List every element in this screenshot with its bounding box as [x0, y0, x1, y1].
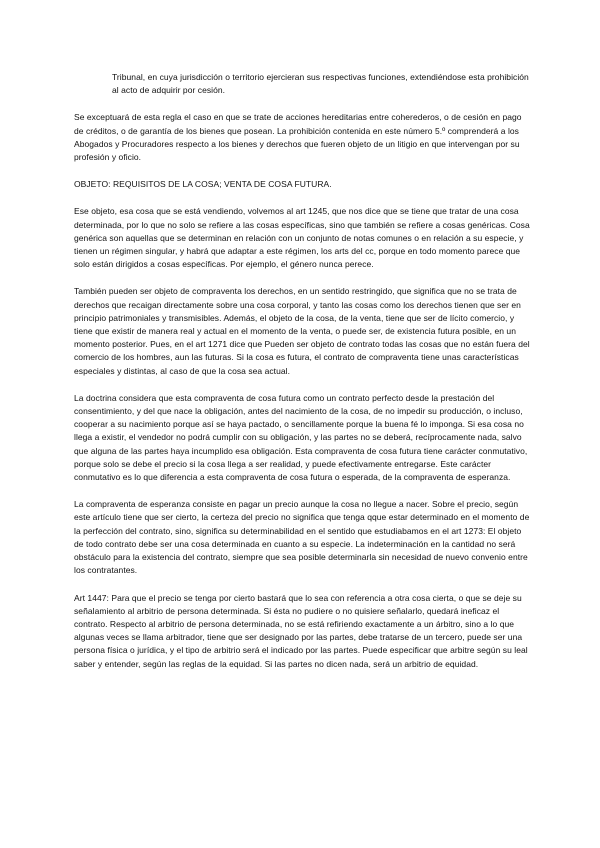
paragraph-esperanza: La compraventa de esperanza consiste en pagar un precio aunque la cosa no llegue a nacer. Sobre el precio, según este artículo tiene que ser cierto, la certeza del precio no significa que tenga qque estar determinado en el momento de la perfección del contrato, sino, significa su determinabilidad en el sentido que estudiabamos en el art 1273: El objeto de todo contrato debe ser una cosa determinada en cuanto a su especie. La indeterminación en la cantidad no será obstáculo para la existencia del contrato, siempre que sea posible determinarla sin necesidad de nuevo convenio entre los contratantes. — [74, 499, 530, 576]
paragraph-objeto: Ese objeto, esa cosa que se está vendiendo, volvemos al art 1245, que nos dice que se tiene que tratar de una cosa determinada, por lo que no solo se refiere a las cosas específicas, sino que también se refiere a cosas genéricas. Cosa genérica son aquellas que se determinan en relación con un conjunto de notas comunes o en relación a su especie, y tienen un régimen singular, y habrá que adaptar a este régimen, los arts del cc, porque en todo momento parece que solo están dirigidos a cosas específicas. Por ejemplo, el género nunca perece. — [74, 206, 530, 270]
paragraph-continuation: Tribunal, en cuya jurisdicción o territorio ejercieran sus respectivas funciones, extendiéndose esta prohibición al acto de adquirir por cesión. — [112, 72, 529, 96]
document-body — [74, 71, 530, 685]
paragraph-derechos: También pueden ser objeto de compraventa los derechos, en un sentido restringido, que significa que no se trata de derechos que recaigan directamente sobre una cosa corporal, y tanto las cosas como los derechos tienen que ser en principio patrimoniales y transmisibles. Además, el objeto de la cosa, de la venta, tiene que ser de lícito comercio, y tiene que existir de manera real y actual en el momento de la venta, o puede ser, de existencia futura posible, en un momento posterior. Pues, en el art 1271 dice que Pueden ser objeto de contrato todas las cosas que no están fuera del comercio de los hombres, aun las futuras. Si la cosa es futura, el contrato de compraventa tiene unas características especiales y distintas, al caso de que la cosa sea actual. — [74, 286, 530, 376]
section-heading: OBJETO: REQUISITOS DE LA COSA; VENTA DE COSA FUTURA. — [74, 179, 332, 190]
paragraph-doctrina: La doctrina considera que esta compraventa de cosa futura como un contrato perfecto desde la prestación del consentimiento, y del que nace la obligación, antes del nacimiento de la cosa, de no impedir su producción, o incluso, cooperar a su nacimiento porque así se haya pactado, o sencillamente porque la buena fé lo imponga. Si esa cosa no llega a existir, el vendedor no podrá cumplir con su obligación, y las partes no se deberá, recíprocamente nada, salvo que alguna de las partes haya incumplido esa obligación. Esta compraventa de cosa futura tiene carácter conmutativo, porque solo se debe el precio si la cosa llega a ser realidad, y puede efectivamente entregarse. Este carácter conmutativo es lo que diferencia a esta compraventa de cosa futura o esperada, de la compraventa de esperanza. — [74, 392, 528, 483]
paragraph-exception: Se exceptuará de esta regla el caso en que se trate de acciones hereditarias entre coherederos, o de cesión en pago de créditos, o de garantía de los bienes que posean. La prohibición contenida en este número 5.º comprenderá a los Abogados y Procuradores respecto a los bienes y derechos que fueren objeto de un litigio en que intervengan por su profesión y oficio. — [74, 112, 522, 163]
paragraph-art-1447: Art 1447: Para que el precio se tenga por cierto bastará que lo sea con referencia a otra cosa cierta, o que se deje su señalamiento al arbitrio de persona determinada. Si ésta no pudiere o no quisiere señalarlo, quedará ineficaz el contrato. Respecto al arbitrio de persona determinada, no se está refiriendo exactamente a un árbitro, sino a lo que algunas veces se llama arbitrador, tiene que ser designado por las partes, debe tratarse de un tercero, puede ser una persona física o jurídica, y el tipo de arbitrio será el indicado por las partes. Puede especificar que arbitre según su leal saber y entender, según las reglas de la equidad. Si las partes no dicen nada, será un arbitrio de equidad. — [74, 592, 528, 669]
